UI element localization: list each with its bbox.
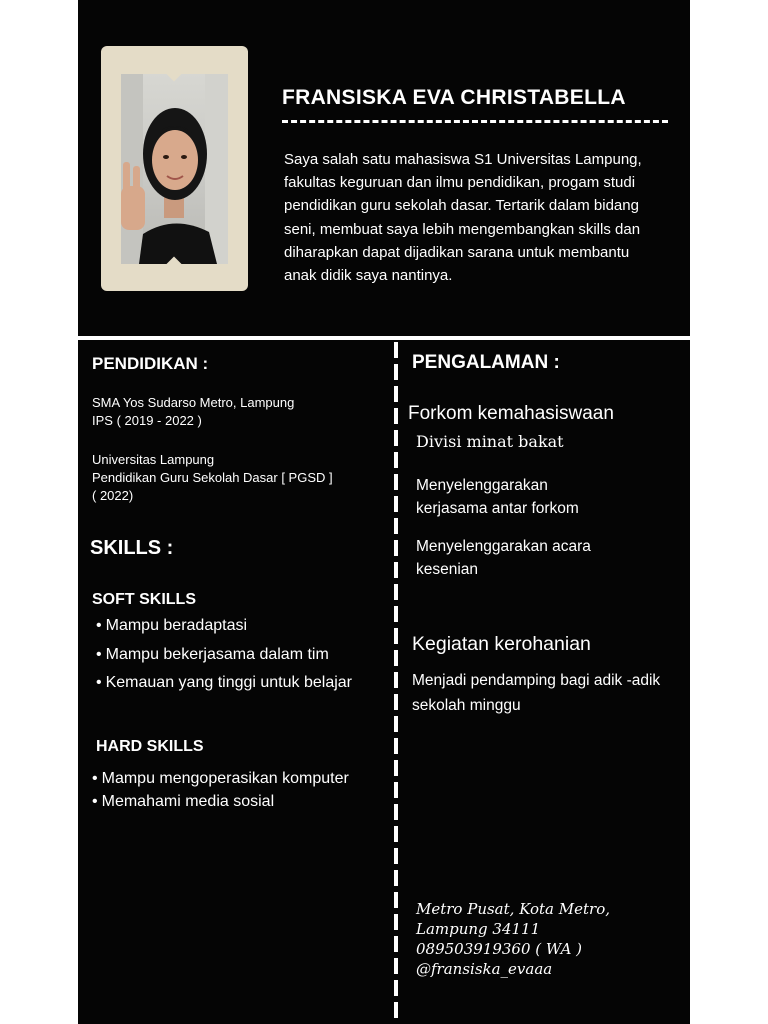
item-line: kerjasama antar forkom xyxy=(416,500,579,517)
item-line: Menyelenggarakan acara xyxy=(416,538,591,555)
org1-item-2 xyxy=(416,535,591,581)
org2-description xyxy=(412,668,660,718)
phone-number: 089503919360 ( WA ) xyxy=(416,940,583,958)
org1-title: Forkom kemahasiswaan xyxy=(408,403,614,424)
hard-skills-heading: HARD SKILLS xyxy=(96,738,204,755)
school-name: SMA Yos Sudarso Metro, Lampung xyxy=(92,395,295,410)
list-item: • Mampu mengoperasikan komputer xyxy=(92,770,349,793)
education-entry-1 xyxy=(92,394,294,430)
cv-sheet xyxy=(78,0,690,1024)
full-name: FRANSISKA EVA CHRISTABELLA xyxy=(282,86,626,109)
list-item: • Mampu bekerjasama dalam tim xyxy=(96,646,352,675)
address-line: Metro Pusat, Kota Metro, xyxy=(416,900,610,918)
soft-skills-heading: SOFT SKILLS xyxy=(92,591,196,608)
about-line: seni, membuat saya lebih mengembangkan skills dan xyxy=(284,220,641,238)
vertical-divider xyxy=(394,342,398,1024)
about-line: fakultas keguruan dan ilmu pendidikan, progam studi xyxy=(284,174,636,192)
org1-subtitle: Divisi minat bakat xyxy=(416,432,564,451)
university-year: ( 2022) xyxy=(92,488,134,503)
item-line: kesenian xyxy=(416,561,479,578)
education-entry-2 xyxy=(92,451,333,505)
desc-line: Menjadi pendamping bagi adik -adik xyxy=(412,672,661,689)
skills-heading: SKILLS : xyxy=(90,537,174,559)
about-line: anak didik saya nantinya. xyxy=(284,267,453,285)
contact-block xyxy=(416,899,610,979)
horizontal-divider xyxy=(78,336,690,340)
education-heading: PENDIDIKAN : xyxy=(92,354,209,373)
list-item: • Mampu beradaptasi xyxy=(96,617,352,646)
about-line: pendidikan guru sekolah dasar. Tertarik dalam bidang xyxy=(284,197,639,215)
org1-item-1 xyxy=(416,474,579,520)
desc-line: sekolah minggu xyxy=(412,697,521,714)
org2-title: Kegiatan kerohanian xyxy=(412,633,591,655)
about-line: diharapkan dapat dijadikan sarana untuk membantu xyxy=(284,243,630,261)
soft-skills-list xyxy=(96,617,352,703)
name-underline xyxy=(282,120,668,123)
profile-photo xyxy=(121,74,228,264)
about-line: Saya salah satu mahasiswa S1 Universitas Lampung, xyxy=(284,151,642,168)
university-name: Universitas Lampung xyxy=(92,452,215,467)
list-item: • Kemauan yang tinggi untuk belajar xyxy=(96,674,352,703)
about-paragraph xyxy=(284,148,674,287)
instagram-handle: @fransiska_evaaa xyxy=(416,960,553,978)
list-item: • Memahami media sosial xyxy=(92,793,349,816)
photo-frame xyxy=(101,46,248,291)
university-program: Pendidikan Guru Sekolah Dasar [ PGSD ] xyxy=(92,470,333,485)
school-program: IPS ( 2019 - 2022 ) xyxy=(92,413,202,428)
address-line: Lampung 34111 xyxy=(416,920,541,938)
hard-skills-list xyxy=(92,770,349,816)
item-line: Menyelenggarakan xyxy=(416,477,548,494)
experience-heading: PENGALAMAN : xyxy=(412,352,560,373)
